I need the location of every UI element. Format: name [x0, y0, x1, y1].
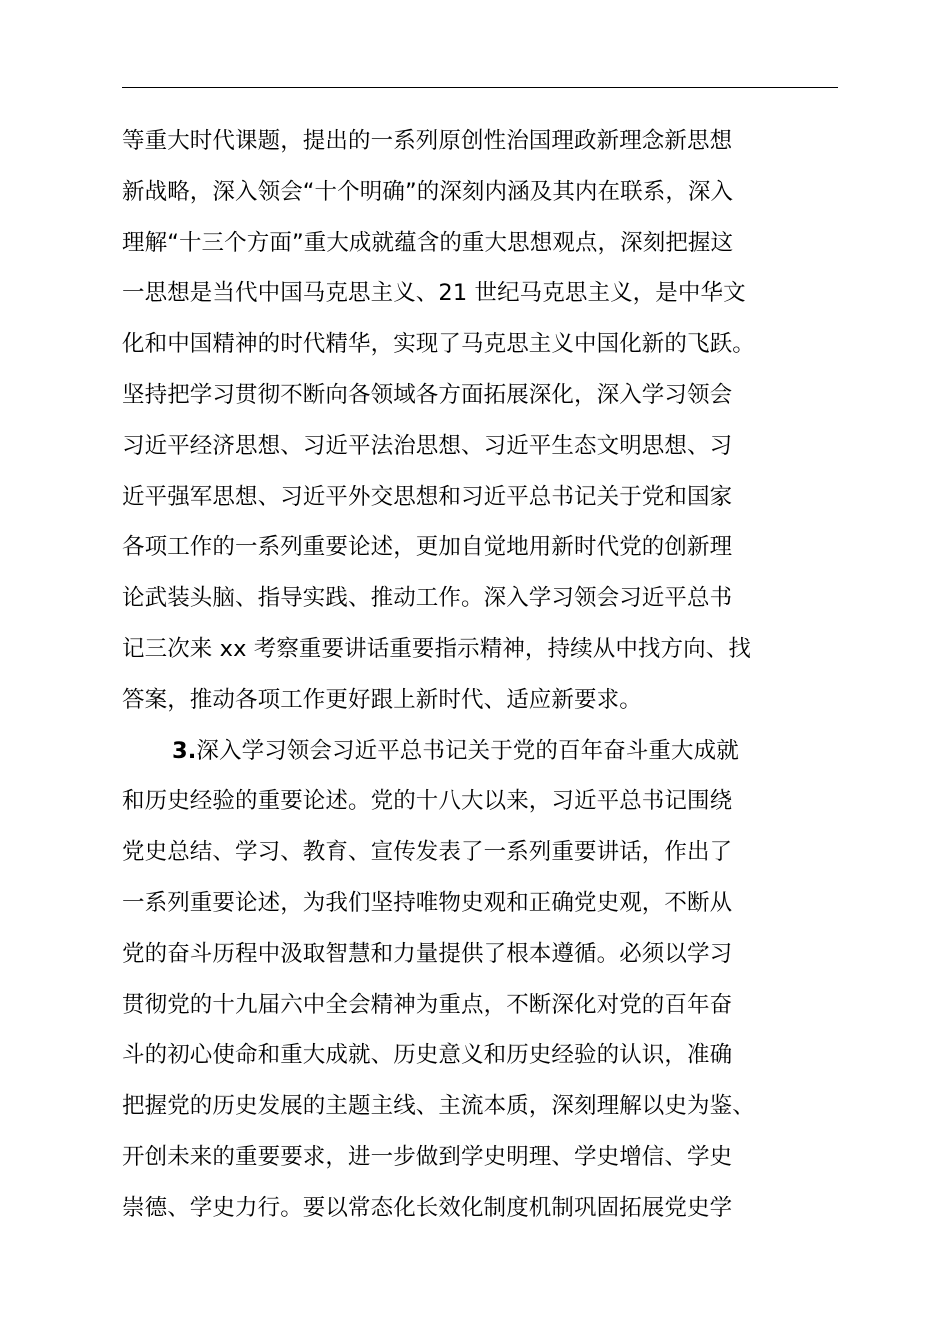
text-line: 把握党的历史发展的主题主线、主流本质，深刻理解以史为鉴、 [122, 1093, 755, 1120]
text-line: 等重大时代课题，提出的一系列原创性治国理政新理念新思想 [122, 128, 733, 154]
text-line: 答案，推动各项工作更好跟上新时代、适应新要求。 [122, 686, 642, 713]
text-line: 论武装头脑、指导实践、推动工作。深入学习领会习近平总书 [122, 585, 733, 612]
text-line: 党史总结、学习、教育、宣传发表了一系列重要讲话，作出了 [122, 839, 733, 866]
section-number: 3. [172, 737, 197, 764]
text-line: 贯彻党的十九届六中全会精神为重点，不断深化对党的百年奋 [122, 991, 733, 1018]
text-line: 化和中国精神的时代精华，实现了马克思主义中国化新的飞跃。 [122, 331, 755, 358]
text-line: 和历史经验的重要论述。党的十八大以来，习近平总书记围绕 [122, 788, 733, 815]
text-line: 新战略，深入领会“十个明确”的深刻内涵及其内在联系，深入 [122, 178, 734, 205]
text-line: 记三次来 xx 考察重要讲话重要指示精神，持续从中找方向、找 [122, 635, 751, 662]
header-rule [122, 87, 838, 88]
text-line: 崇德、学史力行。要以常态化长效化制度机制巩固拓展党史学 [122, 1194, 733, 1221]
text-line: 斗的初心使命和重大成就、历史意义和历史经验的认识，准确 [122, 1042, 733, 1069]
section-heading-text: 深入学习领会习近平总书记关于党的百年奋斗重大成就 [196, 737, 739, 764]
text-line: 开创未来的重要要求，进一步做到学史明理、学史增信、学史 [122, 1143, 733, 1170]
text-line: 一系列重要论述，为我们坚持唯物史观和正确党史观，不断从 [122, 889, 733, 916]
text-line: 坚持把学习贯彻不断向各领域各方面拓展深化，深入学习领会 [122, 381, 733, 408]
text-line: 近平强军思想、习近平外交思想和习近平总书记关于党和国家 [122, 483, 733, 510]
text-line: 习近平经济思想、习近平法治思想、习近平生态文明思想、习 [122, 432, 733, 459]
section-heading-line [122, 726, 852, 777]
text-line: 理解“十三个方面”重大成就蕴含的重大思想观点，深刻把握这 [122, 229, 734, 256]
text-line: 一思想是当代中国马克思主义、21 世纪马克思主义，是中华文 [122, 280, 746, 307]
text-line: 党的奋斗历程中汲取智慧和力量提供了根本遵循。必须以学习 [122, 940, 733, 967]
text-line: 各项工作的一系列重要论述，更加自觉地用新时代党的创新理 [122, 534, 733, 561]
body-text [122, 116, 852, 1234]
